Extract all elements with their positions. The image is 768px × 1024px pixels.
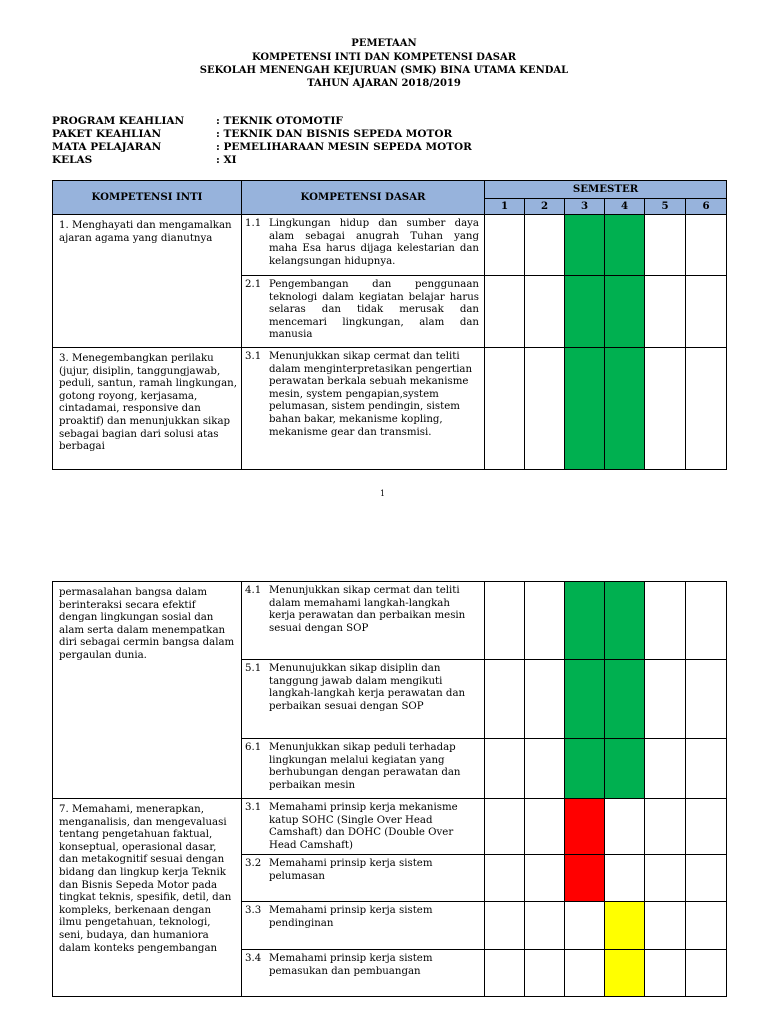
kd-cell — [242, 950, 485, 997]
sem-cell — [525, 799, 565, 855]
kd-text: Memahami prinsip kerja sistem pelumasan — [269, 858, 433, 882]
sem-cell — [686, 855, 727, 902]
sem-cell — [485, 215, 525, 276]
sem-cell — [525, 215, 565, 276]
ki-cell: 7. Memahami, menerapkan, menganalisis, dan mengevaluasi tentang pengetahuan faktual, konseptual, operasional dasar, dan metakognitif sesuai dengan bidang dan lingkup kerja Teknik dan Bisnis Sepeda Motor pada tingkat teknis, spesifik, detil, dan kompleks, berkenaan dengan ilmu pengetahuan, teknologi, seni, budaya, dan humaniora dalam konteks pengembangan — [53, 799, 242, 997]
page-number: 1 — [380, 489, 386, 498]
sem-cell — [686, 276, 727, 348]
kd-cell — [242, 660, 485, 739]
sem-cell — [686, 582, 727, 660]
sem-cell-yellow — [605, 950, 645, 997]
kd-text: Menunjukkan sikap cermat dan teliti dalam memahami langkah-langkah kerja perawatan dan perbaikan mesin sesuai dengan SOP — [269, 585, 466, 634]
sem-cell — [686, 215, 727, 276]
kd-number: 3.4 — [245, 953, 262, 965]
mapping-table-page1 — [52, 180, 727, 470]
sem-cell-green — [605, 660, 645, 739]
sem-cell — [686, 799, 727, 855]
kd-cell — [242, 739, 485, 799]
header-sem-4: 4 — [605, 199, 645, 215]
doc-title-line2: KOMPETENSI INTI DAN KOMPETENSI DASAR — [251, 52, 517, 63]
sem-cell — [605, 855, 645, 902]
kd-number: 3.3 — [245, 905, 262, 917]
info-label: KELAS — [52, 154, 93, 166]
table-row — [53, 348, 727, 470]
sem-cell — [525, 348, 565, 470]
sem-cell — [525, 739, 565, 799]
ki-cell: 1. Menghayati dan mengamalkan ajaran agama yang dianutnya — [53, 215, 242, 348]
kd-text: Menunjukkan sikap peduli terhadap lingkungan melalui kegiatan yang berhubungan dengan perawatan dan perbaikan mesin — [269, 742, 461, 791]
sem-cell — [645, 276, 686, 348]
sem-cell — [645, 902, 686, 950]
kd-text: Memahami prinsip kerja sistem pendinginan — [269, 905, 433, 929]
header-kompetensi-dasar: KOMPETENSI DASAR — [242, 181, 485, 215]
sem-cell — [645, 215, 686, 276]
header-sem-6: 6 — [686, 199, 727, 215]
sem-cell — [686, 660, 727, 739]
kd-cell — [242, 276, 485, 348]
sem-cell — [485, 582, 525, 660]
kd-text: Memahami prinsip kerja sistem pemasukan dan pembuangan — [269, 953, 433, 977]
header-semester: SEMESTER — [485, 181, 727, 199]
sem-cell — [565, 902, 605, 950]
sem-cell — [645, 799, 686, 855]
ki-cell: 3. Menegembangkan perilaku (jujur, disiplin, tanggungjawab, peduli, santun, ramah lingkungan, gotong royong, kerjasama, cintadamai, responsive dan proaktif) dan menunjukkan sikap sebagai bagian dari solusi atas berbagai — [53, 348, 242, 470]
sem-cell — [645, 950, 686, 997]
doc-title-line1: PEMETAAN — [351, 38, 417, 49]
doc-title-line4: TAHUN AJARAN 2018/2019 — [307, 78, 461, 89]
kd-number: 3.2 — [245, 858, 262, 870]
kd-cell — [242, 348, 485, 470]
sem-cell-red — [565, 855, 605, 902]
header-kompetensi-inti: KOMPETENSI INTI — [53, 181, 242, 215]
sem-cell — [645, 739, 686, 799]
sem-cell — [485, 348, 525, 470]
kd-number: 2.1 — [245, 279, 262, 290]
kd-number: 4.1 — [245, 585, 262, 596]
mapping-table-page2 — [52, 581, 727, 997]
sem-cell-green — [605, 276, 645, 348]
sem-cell — [605, 799, 645, 855]
sem-cell-green — [565, 660, 605, 739]
kd-text: Menunujukkan sikap disiplin dan tanggung jawab dalam mengikuti langkah-langkah kerja perawatan dan perbaikan sesuai dengan SOP — [269, 663, 466, 712]
sem-cell-green — [565, 582, 605, 660]
sem-cell-green — [605, 215, 645, 276]
sem-cell — [485, 799, 525, 855]
table-row — [53, 215, 727, 276]
sem-cell-green — [565, 215, 605, 276]
sem-cell-green — [565, 276, 605, 348]
sem-cell — [686, 950, 727, 997]
sem-cell — [525, 660, 565, 739]
sem-cell — [686, 348, 727, 470]
kd-text: Pengembangan dan penggunaan teknologi dalam kegiatan belajar harus selaras dan tidak merusak dan mencemari lingkungan, alam dan manusia — [269, 279, 479, 341]
sem-cell-green — [605, 582, 645, 660]
sem-cell — [485, 276, 525, 348]
sem-cell — [525, 902, 565, 950]
sem-cell-green — [565, 348, 605, 470]
table-row — [53, 799, 727, 855]
kd-text: Lingkungan hidup dan sumber daya alam sebagai anugrah Tuhan yang maha Esa harus dijaga kelestarian dan kelangsungan hidupnya. — [269, 218, 479, 267]
doc-title-line3: SEKOLAH MENENGAH KEJURUAN (SMK) BINA UTAMA KENDAL — [199, 65, 569, 76]
sem-cell-green — [605, 739, 645, 799]
sem-cell — [686, 902, 727, 950]
kd-number: 3.1 — [245, 351, 262, 362]
kd-number: 3.1 — [245, 802, 262, 813]
sem-cell — [485, 902, 525, 950]
info-label: PROGRAM KEAHLIAN — [52, 115, 185, 127]
sem-cell — [645, 348, 686, 470]
kd-number: 6.1 — [245, 742, 262, 753]
kd-cell — [242, 902, 485, 950]
sem-cell-green — [605, 348, 645, 470]
sem-cell — [485, 660, 525, 739]
info-value: : XI — [216, 154, 237, 166]
sem-cell — [645, 855, 686, 902]
sem-cell — [525, 950, 565, 997]
info-label: MATA PELAJARAN — [52, 141, 162, 153]
sem-cell — [525, 582, 565, 660]
info-value: : TEKNIK DAN BISNIS SEPEDA MOTOR — [216, 128, 453, 140]
info-value: : PEMELIHARAAN MESIN SEPEDA MOTOR — [216, 141, 472, 153]
sem-cell-yellow — [605, 902, 645, 950]
kd-cell — [242, 582, 485, 660]
header-sem-5: 5 — [645, 199, 686, 215]
table-row — [53, 582, 727, 660]
kd-cell — [242, 215, 485, 276]
sem-cell — [525, 855, 565, 902]
kd-number: 5.1 — [245, 663, 262, 674]
header-sem-3: 3 — [565, 199, 605, 215]
info-label: PAKET KEAHLIAN — [52, 128, 162, 140]
kd-text: Menunjukkan sikap cermat dan teliti dalam menginterpretasikan pengertian perawatan berkala sebuah mekanisme mesin, system pengapian,system pelumasan, sistem pendingin, sistem bahan bakar, mekanisme kopling, mekanisme gear dan transmisi. — [269, 351, 473, 438]
sem-cell-green — [565, 739, 605, 799]
header-sem-1: 1 — [485, 199, 525, 215]
sem-cell — [485, 950, 525, 997]
sem-cell — [525, 276, 565, 348]
header-sem-2: 2 — [525, 199, 565, 215]
kd-text: Memahami prinsip kerja mekanisme katup SOHC (Single Over Head Camshaft) dan DOHC (Double Over Head Camshaft) — [269, 802, 458, 851]
kd-cell — [242, 799, 485, 855]
sem-cell — [645, 582, 686, 660]
sem-cell — [565, 950, 605, 997]
ki-cell: permasalahan bangsa dalam berinteraksi secara efektif dengan lingkungan sosial dan alam serta dalam menempatkan diri sebagai cermin bangsa dalam pergaulan dunia. — [53, 582, 242, 799]
kd-number: 1.1 — [245, 218, 262, 229]
sem-cell — [485, 739, 525, 799]
sem-cell — [485, 855, 525, 902]
sem-cell-red — [565, 799, 605, 855]
info-value: : TEKNIK OTOMOTIF — [216, 115, 343, 127]
sem-cell — [686, 739, 727, 799]
sem-cell — [645, 660, 686, 739]
kd-cell — [242, 855, 485, 902]
